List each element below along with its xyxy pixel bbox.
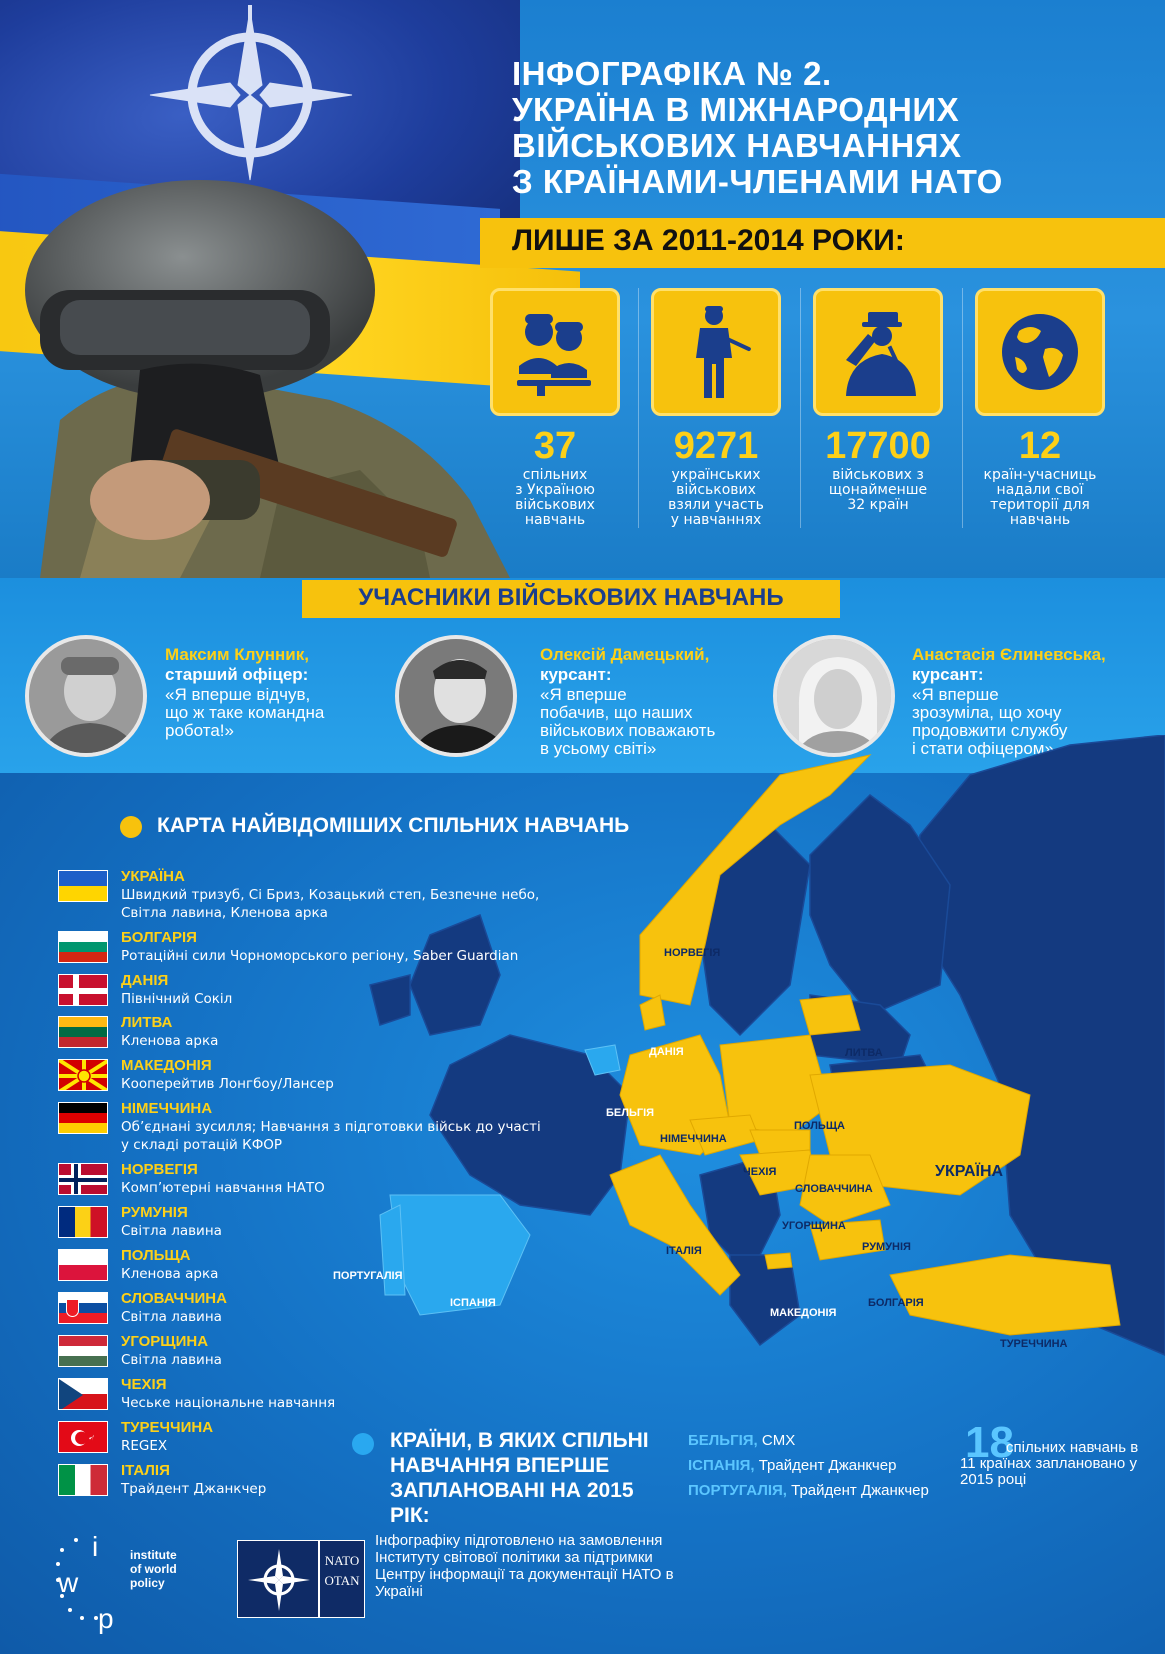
exercise-item-macedonia: МАКЕДОНІЯ Кооперейтив Лонгбоу/Лансер	[58, 1057, 558, 1097]
map-label-portugal: ПОРТУГАЛІЯ	[333, 1270, 403, 1282]
map-label-denmark: ДАНІЯ	[649, 1046, 684, 1058]
stat-number: 17700	[825, 425, 931, 467]
norway-flag-icon	[58, 1163, 108, 1195]
participant-name: Олексій Дамецький,	[540, 645, 710, 664]
map-label-spain: ІСПАНІЯ	[450, 1297, 496, 1309]
map-label-czech: ЧЕХІЯ	[743, 1166, 777, 1178]
map-label-ukraine: УКРАЇНА	[935, 1163, 1004, 1180]
exercise-item-denmark: ДАНІЯ Північний Сокіл	[58, 972, 558, 1012]
ukraine-flag-icon	[58, 870, 108, 902]
plan-row-spain: ІСПАНІЯ, Трайдент Джанкчер	[688, 1457, 897, 1474]
map-label-lithuania: ЛИТВА	[845, 1047, 883, 1059]
stat-label: українських військових взяли участь у навчаннях	[668, 467, 764, 528]
italy-flag-icon	[58, 1464, 108, 1496]
stat-host-countries	[975, 288, 1105, 528]
nato-logo	[237, 1540, 319, 1618]
divider	[800, 288, 801, 528]
participant-quote: «Я вперше побачив, що наших військових поважають в усьому світі»	[540, 685, 716, 758]
slovakia-flag-icon	[58, 1292, 108, 1324]
participants-title: УЧАСНИКИ ВІЙСЬКОВИХ НАВЧАНЬ	[358, 584, 784, 611]
map-label-romania: РУМУНІЯ	[862, 1241, 911, 1253]
exercise-item-ukraine: УКРАЇНА Швидкий тризуб, Сі Бриз, Козацький степ, Безпечне небо, Світла лавина, Кленова арка	[58, 868, 558, 924]
map-label-slovakia: СЛОВАЧЧИНА	[795, 1183, 873, 1195]
exercise-item-germany: НІМЕЧЧИНА Об’єднані зусилля; Навчання з підготовки військ до участі у складі ротацій КФОР	[58, 1100, 558, 1156]
bulgaria-flag-icon	[58, 931, 108, 963]
exercise-item-hungary: УГОРЩИНА Світла лавина	[58, 1333, 558, 1373]
nato-otan-wordmark: NATO OTAN	[319, 1540, 365, 1618]
map-label-germany: НІМЕЧЧИНА	[660, 1133, 727, 1145]
map-label-italy: ІТАЛІЯ	[666, 1245, 702, 1257]
exercise-item-lithuania: ЛИТВА Кленова арка	[58, 1014, 558, 1054]
stat-number: 37	[533, 425, 577, 467]
legend-participant-dot	[120, 816, 142, 838]
greece-region	[730, 1255, 800, 1345]
macedonia-region	[765, 1253, 792, 1269]
map-label-poland: ПОЛЬЩА	[794, 1120, 845, 1132]
exercise-item-romania: РУМУНІЯ Світла лавина	[58, 1204, 558, 1244]
lithuania-region	[800, 995, 860, 1035]
title-line-2: УКРАЇНА В МІЖНАРОДНИХ	[512, 91, 960, 128]
stat-number: 9271	[673, 425, 759, 467]
participant-role: старший офіцер:	[165, 665, 309, 684]
map-title: КАРТА НАЙВІДОМІШИХ СПІЛЬНИХ НАВЧАНЬ	[157, 814, 630, 837]
period-label: ЛИШЕ ЗА 2011-2014 РОКИ:	[512, 224, 905, 257]
two-soldiers-with-rifle-icon	[490, 288, 620, 416]
stat-label: країн-учасниць надали свої території для навчань	[983, 467, 1097, 528]
divider	[638, 288, 639, 528]
planned-exercises-text: спільних навчань в 11 країнах заплановано у 2015 році	[960, 1439, 1139, 1488]
stat-ukrainian-soldiers	[651, 288, 781, 528]
iwp-name: institute of world policy	[130, 1548, 177, 1590]
avatar	[25, 635, 147, 757]
stat-label: військових з щонайменше 32 країн	[828, 467, 928, 513]
exercise-item-norway: НОРВЕГІЯ Комп’ютерні навчання НАТО	[58, 1161, 558, 1201]
map-label-bulgaria: БОЛГАРІЯ	[868, 1297, 924, 1309]
turkey-region	[890, 1255, 1120, 1335]
denmark-region	[640, 995, 665, 1030]
macedonia-flag-icon	[58, 1059, 108, 1091]
globe-icon	[975, 288, 1105, 416]
exercise-item-poland: ПОЛЬЩА Кленова арка	[58, 1247, 558, 1287]
footer-note: Інфографіку підготовлено на замовлення Інституту світової політики за підтримки Центру інформації та документації НАТО в Україні	[375, 1532, 674, 1600]
map-label-turkey: ТУРЕЧЧИНА	[1000, 1338, 1068, 1350]
stat-foreign-soldiers	[813, 288, 943, 513]
infographic-title	[512, 56, 1132, 200]
svg-text:p: p	[98, 1603, 114, 1634]
svg-text:i: i	[92, 1531, 99, 1562]
map-label-hungary: УГОРЩИНА	[782, 1220, 846, 1232]
participant-quote: «Я вперше зрозуміла, що хочу продовжити службу і стати офіцером»	[912, 685, 1068, 758]
legend-planned-dot	[352, 1433, 374, 1455]
divider	[962, 288, 963, 528]
exercise-item-slovakia: СЛОВАЧЧИНА Світла лавина	[58, 1290, 558, 1330]
czech-flag-icon	[58, 1378, 108, 1410]
participant-role: курсант:	[912, 665, 984, 684]
saluting-soldier-icon	[813, 288, 943, 416]
title-line-1: ІНФОГРАФІКА № 2.	[512, 55, 832, 92]
participant-name: Максим Клунник,	[165, 645, 309, 664]
map-label-norway: НОРВЕГІЯ	[664, 947, 721, 959]
exercise-item-bulgaria: БОЛГАРІЯ Ротаційні сили Чорноморського регіону, Saber Guardian	[58, 929, 558, 969]
map-label-belgium: БЕЛЬГІЯ	[606, 1107, 655, 1119]
participant-role: курсант:	[540, 665, 612, 684]
stat-label: спільних з Україною військових навчань	[515, 467, 595, 528]
planned-exercises-count: 18	[965, 1418, 1014, 1467]
exercise-item-italy: ІТАЛІЯ Трайдент Джанкчер	[58, 1462, 558, 1502]
exercise-item-turkey: ТУРЕЧЧИНА REGEX	[58, 1419, 558, 1459]
lithuania-flag-icon	[58, 1016, 108, 1048]
exercise-item-czech: ЧЕХІЯ Чеське національне навчання	[58, 1376, 558, 1416]
poland-flag-icon	[58, 1249, 108, 1281]
iwp-logo	[48, 1520, 128, 1640]
plan-row-belgium: БЕЛЬГІЯ, CMX	[688, 1432, 796, 1449]
stat-joint-exercises	[490, 288, 620, 528]
plan-row-portugal: ПОРТУГАЛІЯ, Трайдент Джанкчер	[688, 1482, 929, 1499]
map-label-macedonia: МАКЕДОНІЯ	[770, 1307, 837, 1319]
germany-flag-icon	[58, 1102, 108, 1134]
turkey-flag-icon	[58, 1421, 108, 1453]
title-line-4: З КРАЇНАМИ-ЧЛЕНАМИ НАТО	[512, 163, 1003, 200]
romania-flag-icon	[58, 1206, 108, 1238]
soldier-standing-icon	[651, 288, 781, 416]
participant-name: Анастасія Єлиневська,	[912, 645, 1106, 664]
title-line-3: ВІЙСЬКОВИХ НАВЧАННЯХ	[512, 127, 962, 164]
participant-quote: «Я вперше відчув, що ж таке командна робота!»	[165, 685, 325, 740]
stat-number: 12	[1018, 425, 1062, 467]
denmark-flag-icon	[58, 974, 108, 1006]
hungary-flag-icon	[58, 1335, 108, 1367]
soldier-photo	[0, 170, 510, 578]
svg-text:w: w	[58, 1567, 79, 1598]
plan-2015-title: КРАЇНИ, В ЯКИХ СПІЛЬНІ НАВЧАННЯ ВПЕРШЕ ЗАПЛАНОВАНІ НА 2015 РІК:	[390, 1429, 649, 1527]
